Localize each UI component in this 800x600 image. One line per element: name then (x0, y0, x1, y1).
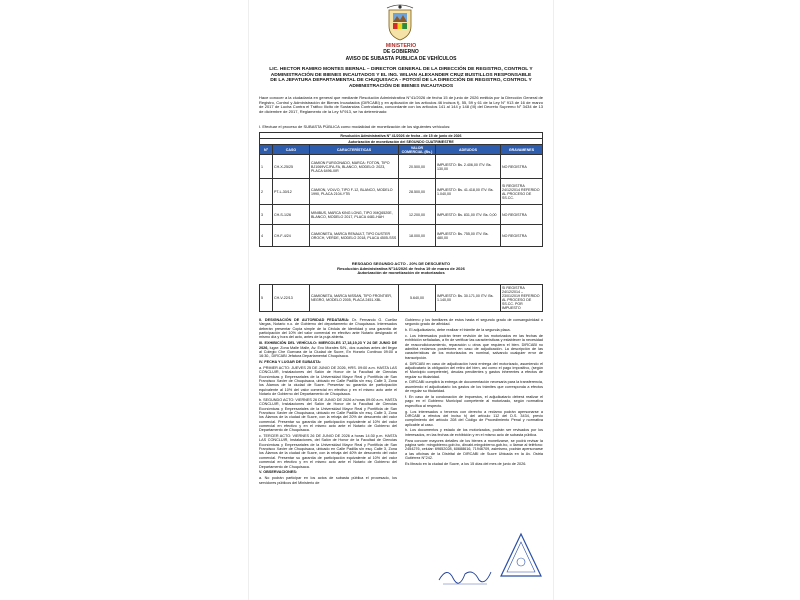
closing-line: Es librado en la ciudad de Sucre, a los 15 días del mes de junio de 2026. (405, 461, 527, 466)
cell-valor: 18.000,00 (399, 225, 436, 247)
col-header-caso: CASO (273, 145, 310, 155)
signature-icon (435, 560, 495, 590)
cell-n: 3 (260, 205, 273, 225)
second-act-paragraph: b. SEGUNDO ACTO: VIERNES 26 DE JUNIO DE 2026 a horas 09:00 a.m. HASTA CONCLUIR, Instalaciones del Salón de Honor de la Facultad de Ciencias Económicas y Empresariales de la Universidad Mayor Real y Pontificia de San Francisco Xavier de Chuquisaca, ubicado en Calle Padilla s/n esq. Calle 3, Zona los Álamos de la ciudad de Sucre, con la rebaja del 20% de descuento del valor comercial. Presentar su garantía de participación equivalente al 10% del valor comercial en efectivo y en el mismo acto ante el Notario de Gobierno del Departamento de Chuquisaca. (259, 397, 397, 433)
cell-caracteristicas: CAMION, VOLVO, TIPO F-12, BLANCO, MODELO 1990, PLACA 2104-YTB (310, 179, 399, 205)
designation-body: Dr. Fernando G. Cuellar Vargas, Notario n.o. de Gobierno del departamento de Chuquisaca. Interesados deberán presentar Copia simple de la Cédula de Identidad y una garantía de participación del 10% del valor comercial en efectivo ante Notario designado el mismo día y hora del acto, antes de la puja abierta. (259, 318, 397, 340)
second-act-line-2: Resolución Administrativa N°14/2026 de fecha 19 de marzo de 2026 (337, 265, 465, 271)
second-act-table (259, 284, 543, 312)
third-act-paragraph: c. TERCER ACTO: VIERNES 26 DE JUNIO DE 2026 a horas 14:30 p.m. HASTA LAS CONCLUIR, Instalaciones, del Salón de Honor de la Facultad de Ciencias Económicas y Empresariales de la Universidad Mayor Real y Pontificia de San Francisco Xavier de Chuquisaca, ubicado en Calle Padilla s/n esq. Calle 3, Zona los Álamos de la ciudad de Sucre, con la rebaja del 40% de descuento del valor comercial. Presentar su garantía de participación equivalente al 10% del valor comercial en efectivo y en el mismo acto ante el Notario de Gobierno del Departamento de Chuquisaca. (259, 434, 397, 469)
table-row (260, 205, 543, 225)
observation-h: h. Los documentos y estado de los motorizados, podrán ser revisados por los interesados, en las fechas de exhibición y en el mismo acto de subasta pública. (405, 428, 543, 437)
intro-paragraph: Hace conocer a la ciudadanía en general que mediante Resolución Administrativa N°41/2026 de fecha 15 de junio de 2026 emitida por la Dirección General de Registro, Control y Administración de Bienes Incautados (DIRCABI) y en aplicación de los artículos 46 incisos f), 55, 59 y 61 de la Ley N° 913 de 16 de marzo de 2017 de Lucha Contra el Tráfico Ilícito de Sustancias Controladas, concordante con los artículos 141 al 144 y 148 (III) del Decreto Supremo N° 3434 de 13 de diciembre de 2017, Reglamento de la Ley N°913, se ha determinado: (259, 95, 543, 115)
cell-caso: CH-F-4/24 (273, 225, 310, 247)
exhibition-paragraph (259, 341, 397, 358)
cell-caracteristicas: CAMIONETA, MARCA NISSAN, TIPO FRONTIER, NEGRO, MODELO 2005, PLACA 2451-XBL (310, 285, 399, 312)
cell-n: 5 (260, 285, 273, 312)
item-one: I. Efectuar el proceso de SUBASTA PÚBLICA como modalidad de monetización de los siguientes vehículos: (259, 124, 451, 129)
document-page (248, 0, 554, 600)
observation-a: a. No podrán participar en los actos de subasta pública el procesado, los servidores públicos del Ministerio de (259, 476, 397, 485)
second-act-line-1: RESGADO SEGUNDO ACTO - 20% DE DESCUENTO (351, 261, 451, 266)
official-stamp-icon (499, 532, 543, 584)
second-act-caption (259, 262, 543, 276)
authority-headline: LIC. HECTOR RAMIRO MONTES BERNAL – DIRECTOR GENERAL DE LA DIRECCIÓN DE REGISTRO, CONTROL Y ADMINISTRACIÓN DE BIENES INCAUTADOS Y EL ING. WILIAN ALEXANDER CRUZ BUSTILLOS RESPONSABLE DE LA JEFATURA DEPARTAMENTAL DE CHUQUISACA - POTOSÍ DE LA DIRECCIÓN DE REGISTRO, CONTROL Y ADMINISTRACIÓN DE BIENES INCAUTADOS (269, 67, 533, 89)
bolivia-coat-of-arms-icon (385, 4, 415, 42)
vehicles-table (259, 132, 543, 247)
left-column (259, 318, 397, 486)
table-row (260, 179, 543, 205)
de-gobierno-label: DE GOBIERNO (383, 49, 419, 55)
cell-caso: PT-L-30/12 (273, 179, 310, 205)
cell-adeudos: IMPUESTO: Bs. 41.418,00 ITV: Bs. 1.040,00 (436, 179, 501, 205)
cell-gravamenes: NO REGISTRA (501, 225, 543, 247)
cell-caso: CH-S-1/26 (273, 205, 310, 225)
right-column (405, 318, 543, 468)
col-header-n: N° (260, 145, 273, 155)
exhibition-heading: III. EXHIBICIÓN DEL VEHÍCULO: MIERCOLES 17,18,19,23 Y 24 DE JUNIO DE 2026, (259, 341, 397, 350)
observation-c: c. Los interesados podrán tener revisión de los motorizados en las fechas de exhibición señaladas, a fin de verificar las características y establecer la necesidad de reacondicionamiento, reparación u otros que requiera el bien. DIRCABI no admitirá reclamos posteriores en caso de adjudicación. La descripción de las características de los motorizados es nominal, salvando cualquier error de transcripción. (405, 334, 543, 360)
notice-title: AVISO DE SUBASTA PUBLICA DE VEHÍCULOS (345, 56, 457, 62)
col-header-valor: VALOR COMERCIAL (Bs.) (399, 145, 436, 155)
cell-valor: 5.640,00 (399, 285, 436, 312)
cell-n: 2 (260, 179, 273, 205)
col-header-gravamenes: GRAVAMENES (501, 145, 543, 155)
cell-valor: 20.500,00 (399, 155, 436, 179)
table-row (260, 225, 543, 247)
cell-caracteristicas: CAMION FURGONADO, MARCA: FOTON, TIPO BJ1069VCJFA-FA, BLANCO, MODELO: 2023, PLACA 6496-XIR (310, 155, 399, 179)
col-header-caracteristicas: CARACTERÍSTICAS (310, 145, 399, 155)
table-caption-1: Resolución Administrativa N° 41/2026 de fecha - de 15 de junio de 2026 (260, 133, 543, 139)
observation-f: f. En caso de la condonación de impuestos, el adjudicatario deberá realizar el pago en el Gobierno Municipal competente al motorizado, según normativa específica al respecto. (405, 395, 543, 408)
table-caption-2: Autorización de monetización del SEGUNDO CUATRIMESTRE (260, 139, 543, 145)
cell-valor: 12.200,00 (399, 205, 436, 225)
cell-caso: CH-V-22/13 (273, 285, 310, 312)
cell-adeudos: IMPUESTO: Bs. 755,00 ITV: Bs. 480,00 (436, 225, 501, 247)
observation-b: b. El adjudicatario, debe realizar el trámite de la segunda placa. (405, 328, 511, 333)
cell-gravamenes: NO REGISTRA (501, 205, 543, 225)
cell-gravamenes: SI REGISTRA 24/12/2014 REFERIDO AL PROCESO DE SS.CC. (501, 179, 543, 205)
table-row (260, 155, 543, 179)
contact-info: Para conocer mayores detalles de los bienes a monetizarse, se podrá revisar la página web: mingobierno.gob.bo, dircabi.mingobierno.gob.bo, o llamar al teléfono: 2454276, celular: 69652028, 60688616, 71946709, asimismo, podrán apersonarse a las oficinas de la Distrital de DIRCABI de Sucre Ubicada en la Av. Ostria Gutiérrez N°242. (405, 438, 543, 460)
cell-adeudos: IMPUESTO: Bs. 2.406,00 ITV: Bs. 130,00 (436, 155, 501, 179)
observation-e: e. DIRCABI cumplirá la entrega de documentación necesaria para la transferencia, asumiendo el adjudicatario los gastos de los trámites que corresponda a efectos de regular su titularidad. (405, 380, 543, 394)
observation-a-cont: Gobierno y los familiares de estos hasta el segundo grado de consanguinidad o segundo grado de afinidad. (405, 318, 543, 327)
cell-adeudos: IMPUESTO: Bs. 831,00 ITV: Bs. 0,00 (436, 205, 501, 225)
cell-adeudos: IMPUESTO: Bs. 30.171,00 ITV: Bs. 1.140,00 (436, 285, 501, 312)
table-row (260, 285, 543, 312)
cell-gravamenes: NO REGISTRA (501, 155, 543, 179)
col-header-adeudos: ADEUDOS (436, 145, 501, 155)
observation-g: g. Los interesados o terceros con derecho a reclamo podrán apersonarse a DIRCABI a efectos del inciso h) del artículo 112 del D.S. 3434, previo cumplimiento del artículo 208 del Código de Procedimiento Penal y normativa aplicable al caso. (405, 409, 543, 427)
cell-gravamenes: SI REGISTRA 24/12/2014 – 23/01/2019 REFERIDO AL PROCESO DE SS.CC. POR IMPUESTO (501, 285, 543, 312)
cell-caracteristicas: MINIBUS, MARCA KING LONG, TIPO XMQ6520E, BLANCO, MODELO 2017, PLACA 4481-HAH (310, 205, 399, 225)
observation-d: d. DIRCABI en caso de adjudicación hará entrega del motorizado, asumiendo el adjudicatario la obligación del retiro del bien, así como el pago impositivo, (según el Municipio competente), deudas pendientes y gastos inherentes a efectos de regular su titularidad. (405, 361, 543, 379)
ministerio-label: MINISTERIO (385, 43, 417, 49)
observations-heading: V. OBSERVACIONES: (259, 470, 298, 475)
auction-date-heading: IV. FECHA Y LUGAR DE SUBASTA: (259, 360, 322, 365)
cell-n: 1 (260, 155, 273, 179)
first-act-paragraph: a. PRIMER ACTO: JUEVES 25 DE JUNIO DE 2026, HRS. 09:00 a.m. HASTA LAS CONCLUIR, Instalaciones del Salón de Honor de la Facultad de Ciencias Económicas y Empresariales de la Universidad Mayor Real y Pontificia de San Francisco Xavier de Chuquisaca, ubicado en Calle Padilla s/n esq. Calle 3, Zona los Álamos de la ciudad de Sucre. Presentar su garantía de participación equivalente al 10% del valor comercial en efectivo y en el mismo acto ante el Notario de Gobierno del Departamento de Chuquisaca. (259, 365, 397, 396)
cell-valor: 28.500,00 (399, 179, 436, 205)
exhibition-body: lugar: Zona Malle Malle, Av. Evo Morales S/N., dos cuadras antes del llegar al Colegio Che Guevara de la Ciudad de Sucre, En Horario Continuo 09:00 a 16:30., DIRCABI Jefatura Departamental Chuquisaca. (259, 345, 397, 359)
cell-n: 4 (260, 225, 273, 247)
cell-caso: CH-X-25/25 (273, 155, 310, 179)
designation-heading: II. DESIGNACIÓN DE AUTORIDAD FEDATARIA: (259, 318, 350, 322)
cell-caracteristicas: CAMIONETA, MARCA RENAULT, TIPO DUSTER OROCH, VERDE, MODELO 2018, PLACA 4505-SSS (310, 225, 399, 247)
second-act-line-3: Autorización de monetización de motorizados (357, 270, 445, 276)
designation-paragraph (259, 318, 397, 340)
